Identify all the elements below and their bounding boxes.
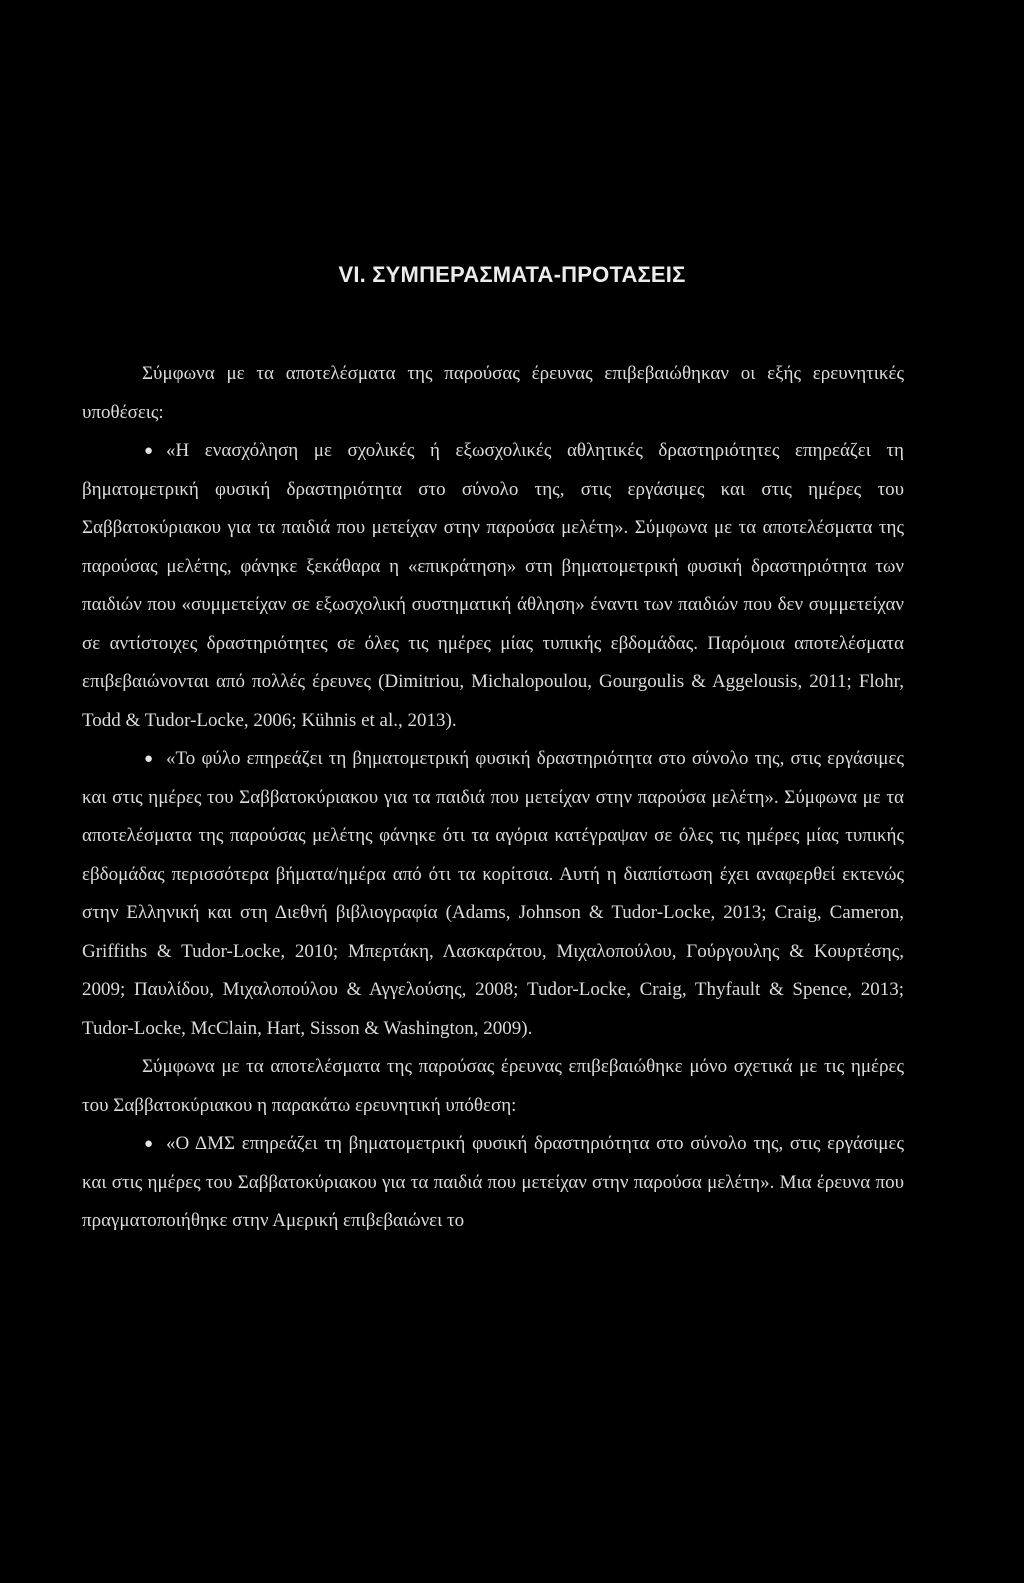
hypothesis-item-bmi [82,1125,904,1241]
intro-paragraph: Σύμφωνα με τα αποτελέσματα της παρούσας έρευνας επιβεβαιώθηκαν οι εξής ερευνητικές υποθέσεις: [82,363,904,423]
body-text [82,355,904,1241]
hypothesis-text-gender: «Το φύλο επηρεάζει τη βηματομετρική φυσική δραστηριότητα στο σύνολο της, στις εργάσιμες και στις ημέρες του Σαββατοκύριακου για τα παιδιά που μετείχαν στην παρούσα μελέτη». Σύμφωνα με τα αποτελέσματα της παρούσας μελέτης φάνηκε ότι τα αγόρια κατέγραψαν σε όλες τις ημέρες μίας τυπικής εβδομάδας περισσότερα βήματα/ημέρα από ότι τα κορίτσια. Αυτή η διαπίστωση έχει αναφερθεί εκτενώς στην Ελληνική και στη Διεθνή βιβλιογραφία (Adams, Johnson & Tudor-Locke, 2013; Craig, Cameron, Griffiths & Tudor-Locke, 2010; Μπερτάκη, Λασκαράτου, Μιχαλοπούλου, Γούργουλης & Κουρτέσης, 2009; Παυλίδου, Μιχαλοπούλου & Αγγελούσης, 2008; Tudor-Locke, Craig, Thyfault & Spence, 2013; Tudor-Locke, McClain, Hart, Sisson & Washington, 2009). [82,748,904,1039]
weekend-intro-paragraph: Σύμφωνα με τα αποτελέσματα της παρούσας έρευνας επιβεβαιώθηκε μόνο σχετικά με τις ημέρες του Σαββατοκύριακου η παρακάτω ερευνητική υπόθεση: [82,1056,904,1116]
bullet-icon: ● [144,443,154,459]
hypothesis-text-sports: «Η ενασχόληση με σχολικές ή εξωσχολικές αθλητικές δραστηριότητες επηρεάζει τη βηματομετρική φυσική δραστηριότητα στο σύνολο της, στις εργάσιμες και στις ημέρες του Σαββατοκύριακου για τα παιδιά που μετείχαν στην παρούσα μελέτη». Σύμφωνα με τα αποτελέσματα της παρούσας μελέτης, φάνηκε ξεκάθαρα η «επικράτηση» στη βηματομετρική φυσική δραστηριότητα των παιδιών που «συμμετείχαν σε εξωσχολική συστηματική άθληση» έναντι των παιδιών που δεν συμμετείχαν σε αντίστοιχες δραστηριότητες σε όλες τις ημέρες μίας τυπικής εβδομάδας. Παρόμοια αποτελέσματα επιβεβαιώνονται από πολλές έρευνες (Dimitriou, Michalopoulou, Gourgoulis & Aggelousis, 2011; Flohr, Todd & Tudor-Locke, 2006; Kühnis et al., 2013). [82,440,904,731]
bullet-icon: ● [144,751,154,767]
hypothesis-text-bmi: «Ο ΔΜΣ επηρεάζει τη βηματομετρική φυσική δραστηριότητα στο σύνολο της, στις εργάσιμες και στις ημέρες του Σαββατοκύριακου για τα παιδιά που μετείχαν στην παρούσα μελέτη». Μια έρευνα που πραγματοποιήθηκε στην Αμερική επιβεβαιώνει το [82,1133,904,1231]
hypothesis-item-gender [82,740,904,1048]
section-title: VI. ΣΥΜΠΕΡΑΣΜΑΤΑ-ΠΡΟΤΑΣΕΙΣ [338,262,686,287]
hypothesis-item-sports [82,432,904,740]
bullet-icon: ● [144,1136,154,1152]
